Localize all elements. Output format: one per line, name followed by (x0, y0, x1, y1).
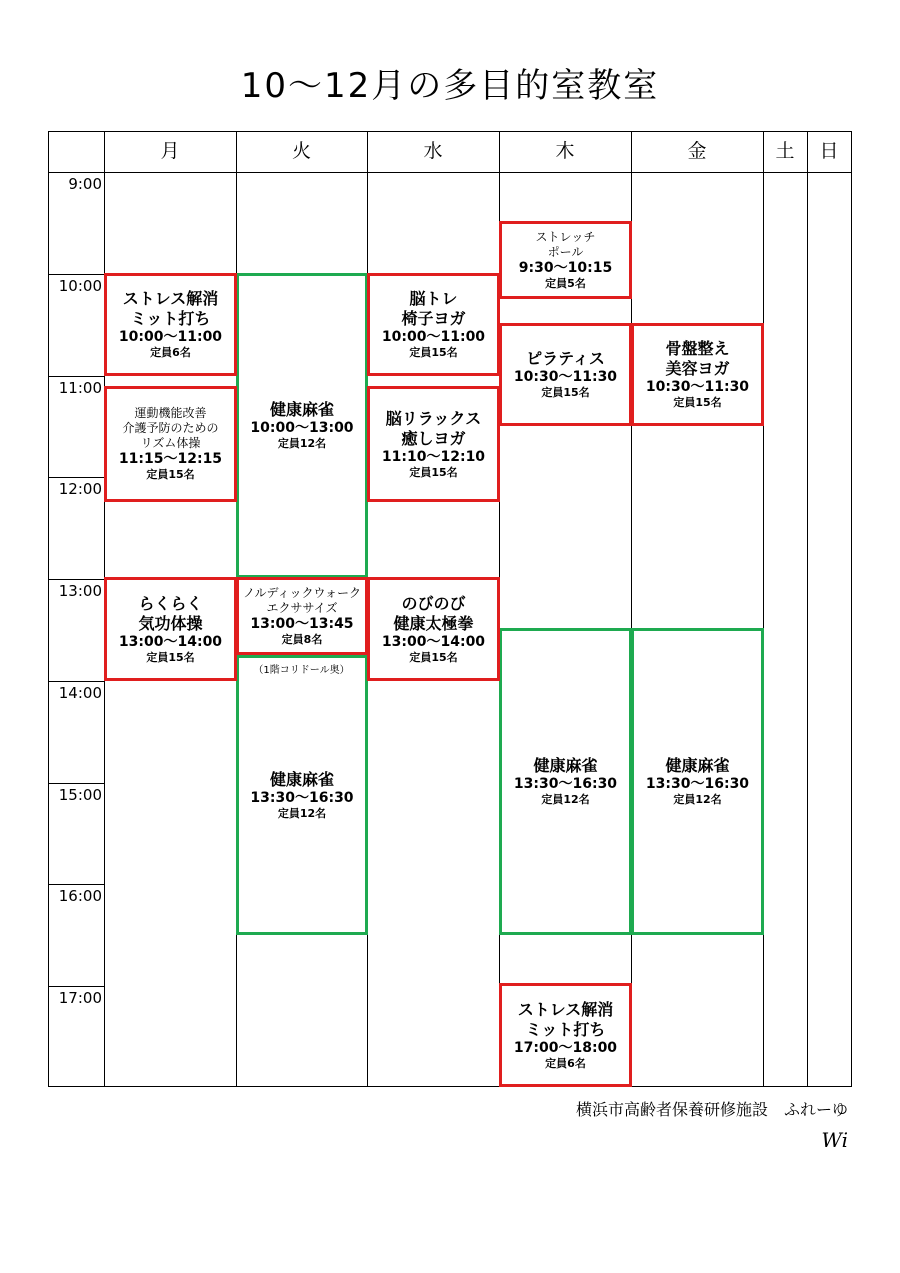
class-event (499, 628, 632, 935)
class-capacity: 定員6名 (150, 346, 191, 359)
class-time: 11:10〜12:10 (381, 448, 486, 465)
class-event (104, 273, 237, 376)
grid-vline (851, 131, 852, 1086)
class-time: 13:30〜16:30 (513, 776, 618, 792)
class-name: らくらく (138, 593, 203, 613)
class-name: 運動機能改善 (134, 406, 207, 420)
class-name: 癒しヨガ (401, 428, 466, 448)
class-capacity: 定員15名 (673, 396, 722, 409)
class-capacity: 定員12名 (277, 806, 327, 820)
class-capacity: 定員15名 (409, 650, 458, 664)
class-event (631, 628, 764, 935)
class-event (236, 655, 368, 935)
facility-name: 横浜市高齢者保養研修施設 ふれーゆ (575, 1100, 848, 1119)
class-name: ストレッチ (535, 229, 596, 244)
class-name: 椅子ヨガ (401, 309, 466, 328)
time-label: 9:00 (68, 175, 102, 193)
class-name: 健康太極拳 (393, 613, 474, 633)
class-name: 脳リラックス (385, 408, 482, 428)
class-name: ポール (547, 244, 584, 259)
class-event (499, 323, 632, 426)
time-label: 17:00 (58, 989, 102, 1007)
class-event (499, 221, 632, 299)
class-event (367, 577, 500, 681)
class-time: 10:30〜11:30 (645, 379, 750, 395)
day-header: 月 (160, 140, 180, 162)
class-capacity: 定員8名 (281, 632, 323, 646)
class-time: 13:30〜16:30 (645, 776, 750, 792)
day-header: 水 (423, 140, 443, 162)
class-time: 9:30〜10:15 (518, 259, 613, 276)
hour-line (48, 477, 104, 478)
class-event (631, 323, 764, 426)
hour-line (48, 681, 104, 682)
day-header: 土 (775, 140, 795, 162)
class-capacity: 定員15名 (409, 346, 458, 359)
time-label: 10:00 (58, 277, 102, 295)
time-label: 15:00 (58, 786, 102, 804)
time-label: 14:00 (58, 684, 102, 702)
class-name: のびのび (401, 593, 466, 613)
class-name: 骨盤整え (665, 339, 730, 358)
class-name: 健康麻雀 (269, 769, 334, 789)
time-label: 16:00 (58, 887, 102, 905)
class-event (236, 273, 368, 578)
class-capacity: 定員15名 (409, 465, 458, 479)
class-event (236, 577, 368, 655)
class-capacity: 定員15名 (146, 650, 195, 664)
class-name: 脳トレ (409, 289, 458, 308)
class-name: ピラティス (526, 349, 605, 368)
location-note: （1階コリドール奥） (253, 665, 350, 676)
class-event (104, 577, 237, 681)
class-name: エクササイズ (266, 600, 338, 615)
day-header: 火 (291, 140, 311, 162)
class-capacity: 定員15名 (541, 386, 590, 399)
class-time: 11:15〜12:15 (118, 451, 223, 467)
page-title: 10〜12月の多目的室教室 (240, 66, 660, 106)
class-name: 美容ヨガ (665, 359, 730, 378)
class-event (367, 386, 500, 502)
class-event (499, 983, 632, 1087)
class-time: 10:00〜11:00 (118, 329, 223, 345)
hour-line (48, 274, 104, 275)
class-time: 10:30〜11:30 (513, 369, 618, 385)
day-header: 日 (819, 140, 839, 162)
class-event (367, 273, 500, 376)
day-header: 金 (687, 140, 707, 162)
class-event (104, 386, 237, 502)
class-time: 13:30〜16:30 (250, 789, 354, 806)
hour-line (48, 884, 104, 885)
class-time: 13:00〜14:00 (381, 633, 486, 650)
time-label: 11:00 (58, 379, 102, 397)
hour-line (48, 579, 104, 580)
class-name: ストレス解消 (122, 289, 219, 308)
hour-line (48, 783, 104, 784)
grid-vline (763, 131, 764, 1086)
day-header: 木 (555, 140, 575, 162)
class-time: 17:00〜18:00 (513, 1039, 618, 1056)
class-time: 13:00〜14:00 (118, 633, 223, 650)
grid-vline (807, 131, 808, 1086)
class-name: ミット打ち (130, 309, 211, 328)
class-time: 13:00〜13:45 (250, 615, 354, 632)
class-name: ストレス解消 (517, 999, 614, 1019)
class-name: 健康麻雀 (533, 756, 598, 775)
time-label: 12:00 (58, 480, 102, 498)
class-name: 健康麻雀 (665, 756, 730, 775)
hour-line (48, 986, 104, 987)
grid-header-border (48, 172, 852, 173)
facility-logo: Wi (821, 1128, 848, 1152)
class-capacity: 定員6名 (545, 1056, 586, 1070)
class-name: ミット打ち (525, 1019, 606, 1039)
class-name: リズム体操 (140, 436, 201, 450)
class-capacity: 定員5名 (545, 276, 586, 290)
class-time: 10:00〜13:00 (250, 420, 354, 436)
hour-line (48, 376, 104, 377)
class-capacity: 定員12名 (541, 793, 590, 806)
class-capacity: 定員12名 (673, 793, 722, 806)
class-name: 気功体操 (138, 613, 203, 633)
grid-bottom-border (48, 1086, 852, 1087)
class-capacity: 定員15名 (146, 468, 195, 481)
class-name: 介護予防のための (122, 421, 219, 435)
class-name: ノルディックウォーク (242, 585, 362, 600)
class-time: 10:00〜11:00 (381, 329, 486, 345)
class-capacity: 定員12名 (277, 437, 327, 450)
time-label: 13:00 (58, 582, 102, 600)
class-name: 健康麻雀 (269, 400, 334, 419)
